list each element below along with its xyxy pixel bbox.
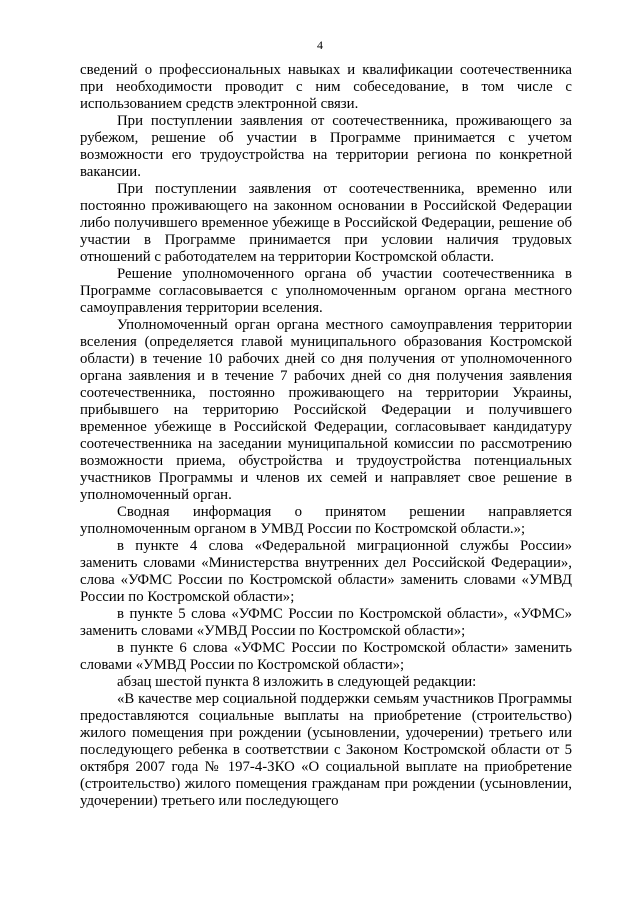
paragraph: При поступлении заявления от соотечественника, проживающего за рубежом, решение об участии в Программе принимается с учетом возможности его трудоустройства на территории региона по конкретной вакансии. [80,113,572,180]
paragraph: в пункте 4 слова «Федеральной миграционной службы России» заменить словами «Министерства внутренних дел Российской Федерации», слова «УФМС России по Костромской области» заменить словами «УМВД России по Костромской области»; [80,538,572,605]
paragraph: При поступлении заявления от соотечественника, временно или постоянно проживающего на законном основании в Российской Федерации либо получившего временное убежище в Российской Федерации, решение об участии в Программе принимается при условии наличия трудовых отношений с работодателем на территории Костромской области. [80,181,572,265]
paragraph: Уполномоченный орган органа местного самоуправления территории вселения (определяется главой муниципального образования Костромской области) в течение 10 рабочих дней со дня получения от уполномоченного органа заявления и в течение 7 рабочих дней со дня получения заявления соотечественника, постоянно проживающего на территории Украины, прибывшего на территорию Российской Федерации и получившего временное убежище в Российской Федерации, согласовывает кандидатуру соотечественника на заседании муниципальной комиссии по рассмотрению возможности приема, обустройства и трудоустройства потенциальных участников Программы и членов их семей и направляет свое решение в уполномоченный орган. [80,317,572,503]
paragraph: «В качестве мер социальной поддержки семьям участников Программы предоставляются социальные выплаты на приобретение (строительство) жилого помещения при рождении (усыновлении, удочерении) третьего или последующего ребенка в соответствии с Законом Костромской области от 5 октября 2007 года № 197-4-ЗКО «О социальной выплате на приобретение (строительство) жилого помещения гражданам при рождении (усыновлении, удочерении) третьего или последующего [80,691,572,809]
page-number: 4 [317,38,323,52]
paragraph: в пункте 5 слова «УФМС России по Костромской области», «УФМС» заменить словами «УМВД России по Костромской области»; [80,606,572,639]
paragraph: сведений о профессиональных навыках и квалификации соотечественника при необходимости проводит с ним собеседование, в том числе с использованием средств электронной связи. [80,62,572,112]
paragraph: Решение уполномоченного органа об участии соотечественника в Программе согласовывается с уполномоченным органом органа местного самоуправления территории вселения. [80,266,572,316]
document-body [80,62,572,810]
paragraph: Сводная информация о принятом решении направляется уполномоченным органом в УМВД России по Костромской области.»; [80,504,572,537]
paragraph: в пункте 6 слова «УФМС России по Костромской области» заменить словами «УМВД России по Костромской области»; [80,640,572,673]
paragraph: абзац шестой пункта 8 изложить в следующей редакции: [117,674,477,690]
